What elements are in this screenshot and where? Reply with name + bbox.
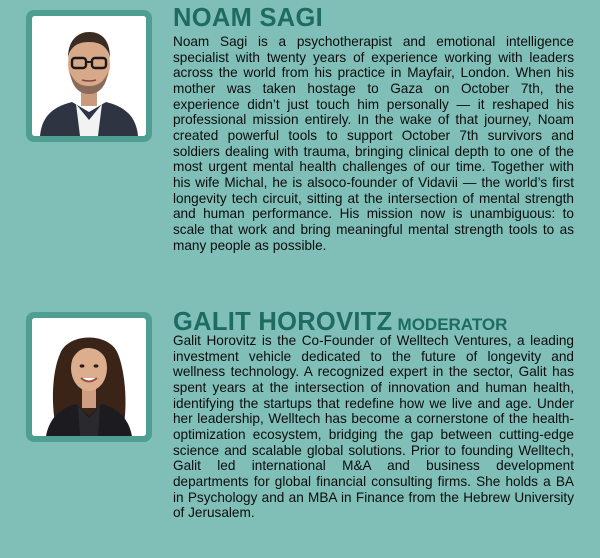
speaker-bio: Galit Horovitz is the Co-Founder of Welltech Ventures, a leading investment vehicle dedicated to the future of longevity and wellness technology. A recognized expert in the sector, Galit has spent years at the intersection of innovation and human health, identifying the startups that redefine how we live and age. Under her leadership, Welltech has become a cornerstone of the health-optimization ecosystem, bridging the gap between cutting-edge science and scalable global solutions. Prior to founding Welltech, Galit led international M&A and business development departments for global financial consulting firms. She holds a BA in Psychology and an MBA in Finance from the Hebrew University of Jerusalem.: [173, 333, 574, 521]
speaker-heading: [173, 310, 507, 336]
speaker-name: GALIT HOROVITZ: [173, 308, 393, 336]
speaker-bio: Noam Sagi is a psychotherapist and emotional intelligence specialist with twenty years of experience working with leaders across the world from his practice in Mayfair, London. When his mother was taken hostage to Gaza on October 7th, the experience didn’t just touch him personally — it reshaped his professional mission entirely. In the wake of that journey, Noam created powerful tools to support October 7th survivors and soldiers dealing with trauma, bringing clinical depth to one of the most urgent mental health challenges of our time. Together with his wife Michal, he is alsoco-founder of Vidavii — the world’s first longevity tech circuit, sitting at the intersection of mental strength and human performance. His mission now is unambiguous: to scale that work and bring meaningful mental strength tools to as many people as possible.: [173, 34, 574, 253]
speaker-photo: [32, 16, 146, 136]
speaker-name: NOAM SAGI: [173, 4, 324, 32]
speaker-role: MODERATOR: [397, 315, 508, 334]
speaker-card-galit-horovitz: [0, 304, 600, 558]
speaker-heading: [173, 6, 328, 32]
speaker-photo-frame: [26, 312, 152, 442]
speaker-photo: [32, 318, 146, 436]
speaker-photo-frame: [26, 10, 152, 142]
